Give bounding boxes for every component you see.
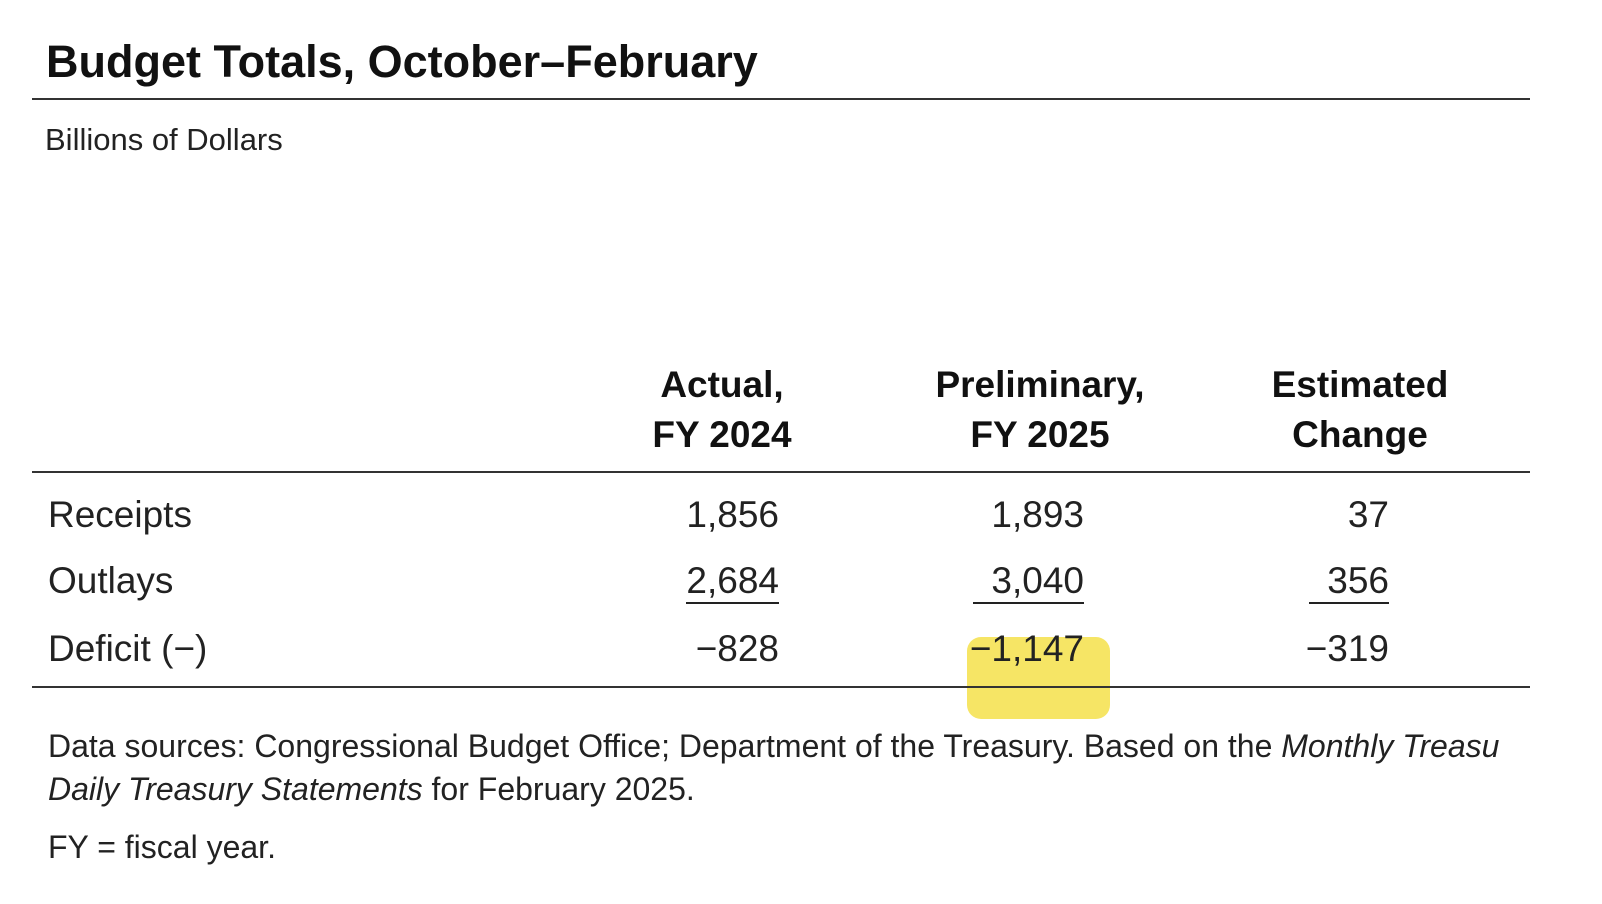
table-title: Budget Totals, October–February [46,36,758,87]
cell-receipts-fy2025: 1,893 [991,494,1084,535]
column-header-preliminary-fy2025 [920,360,1160,460]
table-subtitle: Billions of Dollars [45,122,283,157]
column-header-estimated-change [1260,360,1460,460]
column-header-line: Actual, [660,364,784,405]
footnote-abbreviation: FY = fiscal year. [48,829,276,865]
column-header-line: Preliminary, [935,364,1145,405]
row-label-deficit: Deficit (−) [48,628,208,669]
title-rule [32,98,1530,100]
cell-outlays-change [1309,560,1389,602]
cell-outlays-fy2024 [686,560,779,602]
footnote-sources [48,728,1530,765]
footnote-sources-italic: Monthly Treasu [1281,728,1500,764]
footnote-sources-text: Data sources: Congressional Budget Office; Department of the Treasury. Based on the [48,728,1282,764]
cell-value: 2,684 [686,560,779,604]
header-rule [32,471,1530,473]
column-header-line: FY 2025 [970,414,1110,455]
cell-deficit-fy2024: −828 [695,628,779,669]
table-bottom-rule [32,686,1530,688]
footnote-italic-title: Daily Treasury Statements [48,771,423,807]
cell-deficit-change: −319 [1305,628,1389,669]
column-header-actual-fy2024 [622,360,822,460]
column-header-line: Estimated [1271,364,1449,405]
footnote-line2-text: for February 2025. [422,771,695,807]
column-header-line: Change [1292,414,1428,455]
cell-value: 356 [1309,560,1389,604]
cell-value: 3,040 [973,560,1084,604]
cell-deficit-fy2025: −1,147 [969,628,1084,669]
row-label-receipts: Receipts [48,494,192,535]
column-header-line: FY 2024 [652,414,792,455]
row-label-outlays: Outlays [48,560,174,601]
cell-receipts-fy2024: 1,856 [686,494,779,535]
footnote-sources-line2 [48,771,695,808]
cell-outlays-fy2025 [973,560,1084,602]
cell-receipts-change: 37 [1347,494,1389,535]
